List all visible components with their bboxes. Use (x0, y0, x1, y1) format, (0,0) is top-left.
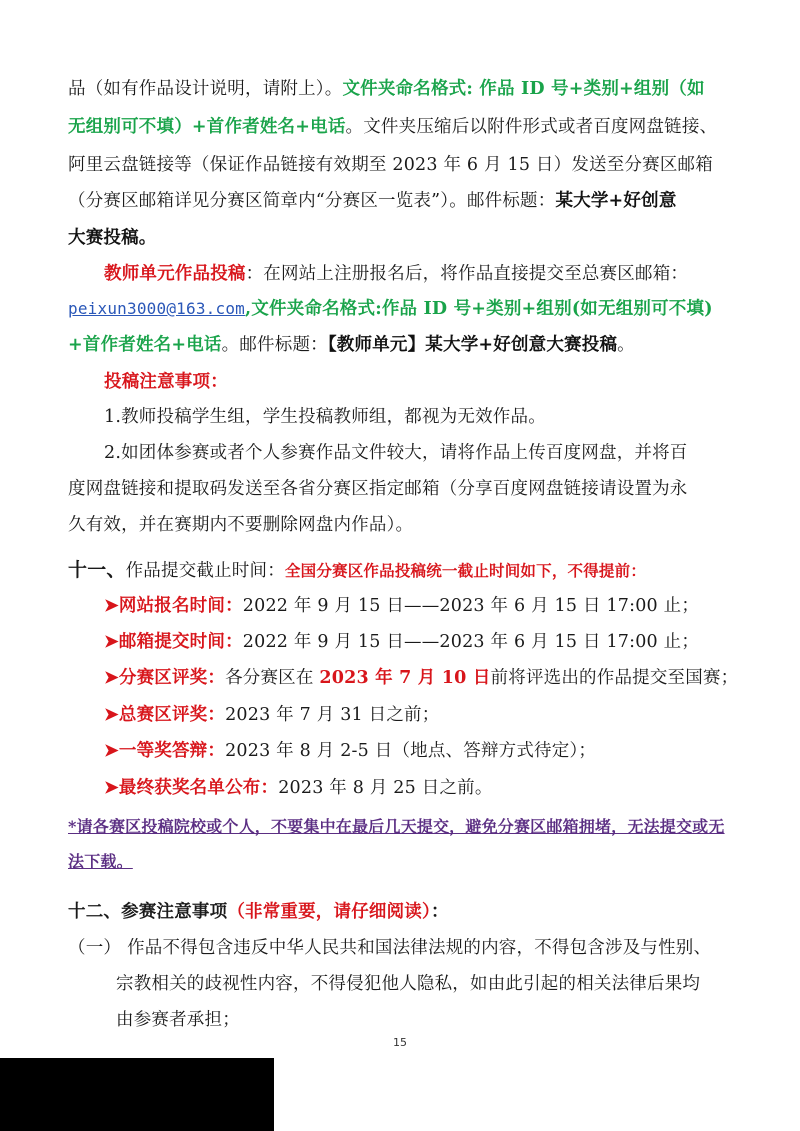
text: ：在网站上注册报名后，将作品直接提交至总赛区邮箱： (245, 264, 689, 284)
deadline-highlight-date: 2023 年 7 月 10 日 (319, 668, 491, 688)
folder-format-label: 文件夹命名格式: 作品 ID 号+类别+组别（如 (342, 79, 705, 99)
para1-line2 (68, 115, 717, 139)
deadline-label: 最终获奖名单公布： (118, 778, 279, 798)
deadline-text: 2022 年 9 月 15 日——2023 年 6 月 15 日 17:00 止； (242, 632, 700, 652)
deadline-label: 一等奖答辩： (118, 741, 226, 761)
text: 作品不得包含违反中华人民共和国法律法规的内容，不得包含涉及与性别、 (127, 938, 712, 958)
section12-heading (68, 900, 449, 924)
text: ： (430, 902, 449, 922)
folder-format-cont: 无组别可不填）+首作者姓名+电话 (68, 117, 346, 137)
warning-line2: 法下载。 (68, 852, 133, 871)
section-note: （非常重要，请仔细阅读） (227, 902, 431, 922)
deadline-item-5 (104, 739, 596, 763)
section11-heading (68, 558, 646, 583)
item-number: （一） (68, 938, 122, 958)
section-number: 十一、 (68, 559, 126, 581)
email-link[interactable]: peixun3000@163.com (68, 299, 245, 318)
text: 。 (617, 335, 635, 355)
deadline-text: 2023 年 8 月 25 日之前。 (278, 778, 493, 798)
para1-line1 (68, 77, 705, 101)
deadline-label: 邮箱提交时间： (118, 632, 243, 652)
deadline-item-1 (104, 594, 699, 618)
deadline-item-4 (104, 703, 439, 727)
notes-item2-line2: 度网盘链接和提取码发送至各省分赛区指定邮箱（分享百度网盘链接请设置为永 (68, 479, 688, 499)
notes-title: 投稿注意事项： (104, 372, 228, 392)
deadline-label: 网站报名时间： (118, 596, 243, 616)
arrow-icon: ➤ (104, 632, 119, 652)
section-note: 全国分赛区作品投稿统一截止时间如下，不得提前： (284, 561, 647, 580)
notes-item2-line1: 2.如团体参赛或者个人参赛作品文件较大，请将作品上传百度网盘，并将百 (104, 443, 688, 463)
teacher-line1 (104, 262, 688, 286)
notes-item1: 1.教师投稿学生组，学生投稿教师组，都视为无效作品。 (104, 407, 546, 427)
section12-item1-line2: 宗教相关的歧视性内容，不得侵犯他人隐私，如由此引起的相关法律后果均 (116, 974, 701, 994)
folder-format-cont: +首作者姓名+电话 (68, 335, 222, 355)
text: 。邮件标题： (221, 335, 328, 355)
folder-format-label: ,文件夹命名格式:作品 ID 号+类别+组别(如无组别可不填) (245, 299, 713, 319)
teacher-label: 教师单元作品投稿 (104, 264, 246, 284)
deadline-item-2 (104, 630, 699, 654)
para1-line5: 大赛投稿。 (68, 228, 157, 248)
mail-subject: 【教师单元】某大学+好创意大赛投稿 (327, 335, 618, 355)
para1-line4 (68, 189, 677, 213)
deadline-item-3 (104, 666, 738, 690)
arrow-icon: ➤ (104, 596, 119, 616)
notes-item2-line3: 久有效，并在赛期内不要删除网盘内作品）。 (68, 515, 414, 535)
text: （分赛区邮箱详见分赛区简章内“分赛区一览表”）。邮件标题： (68, 191, 556, 211)
deadline-text: 各分赛区在 (225, 668, 320, 688)
deadline-text: 2023 年 7 月 31 日之前； (225, 705, 440, 725)
teacher-line3 (68, 333, 635, 357)
section-title: 作品提交截止时间： (125, 561, 285, 581)
section12-item1-line1 (68, 936, 711, 960)
teacher-line2 (68, 297, 713, 321)
arrow-icon: ➤ (104, 705, 119, 725)
deadline-text: 2023 年 8 月 2-5 日（地点、答辩方式待定）； (225, 741, 597, 761)
deadline-text: 前将评选出的作品提交至国赛； (490, 668, 739, 688)
text: 。文件夹压缩后以附件形式或者百度网盘链接、 (345, 117, 718, 137)
deadline-label: 分赛区评奖： (118, 668, 226, 688)
page-number: 15 (393, 1036, 407, 1049)
arrow-icon: ➤ (104, 778, 119, 798)
warning-line1: *请各赛区投稿院校或个人，不要集中在最后几天提交，避免分赛区邮箱拥堵，无法提交或无 (68, 817, 725, 836)
deadline-item-6 (104, 776, 493, 800)
mail-subject: 某大学+好创意 (555, 191, 677, 211)
redaction-box (0, 1058, 274, 1131)
para1-line3: 阿里云盘链接等（保证作品链接有效期至 2023 年 6 月 15 日）发送至分赛区邮箱 (68, 155, 713, 175)
section-title: 十二、参赛注意事项 (68, 902, 228, 922)
text: 品（如有作品设计说明，请附上）。 (68, 79, 343, 99)
arrow-icon: ➤ (104, 741, 119, 761)
deadline-label: 总赛区评奖： (118, 705, 226, 725)
section12-item1-line3: 由参赛者承担； (116, 1010, 240, 1030)
deadline-text: 2022 年 9 月 15 日——2023 年 6 月 15 日 17:00 止； (242, 596, 700, 616)
arrow-icon: ➤ (104, 668, 119, 688)
